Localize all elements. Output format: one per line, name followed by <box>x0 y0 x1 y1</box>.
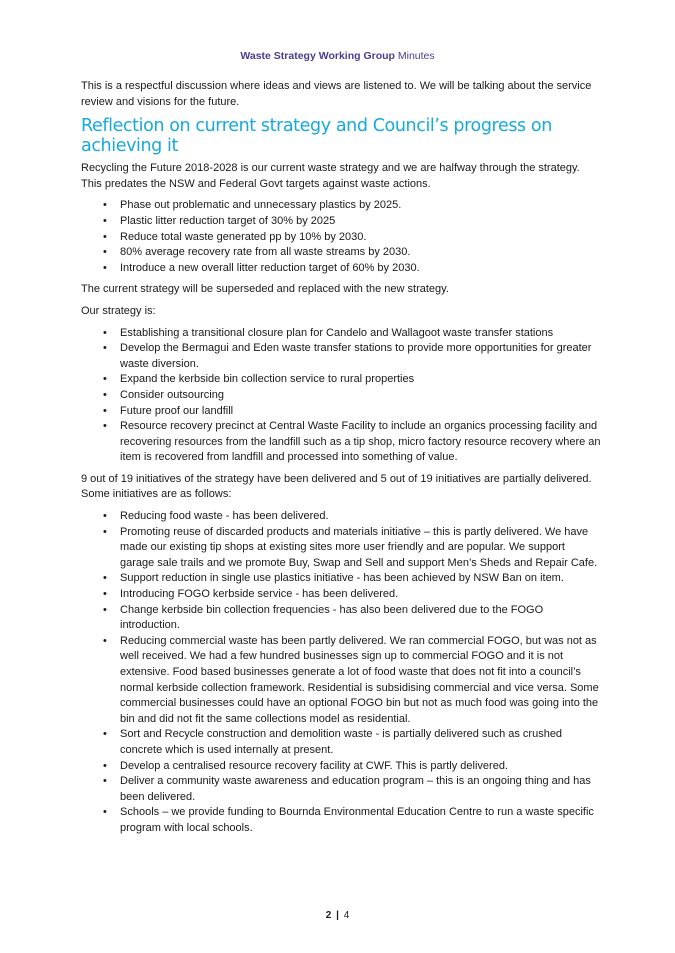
list-item: • Develop a centralised resource recovery facility at CWF. This is partly delivered. <box>81 759 601 775</box>
intro-paragraph: This is a respectful discussion where ideas and views are listened to. We will be talking about the service review and visions for the future. <box>81 80 592 108</box>
initiatives-paragraph: 9 out of 19 initiatives of the strategy have been delivered and 5 out of 19 initiatives are partially delivered. Some initiatives are as follows: <box>81 472 592 501</box>
page-total: 4 <box>343 910 350 921</box>
list-item: • Promoting reuse of discarded products and materials initiative – this is partly delivered. We have made our existing tip shops at existing sites more user friendly and are popular. We support garage sale trails and we promote Buy, Swap and Sell and support Men’s Sheds and Repair Cafe. <box>103 525 598 569</box>
list-item: • Reducing commercial waste has been partly delivered. We ran commercial FOGO, but was not as well received. We had a few hundred businesses sign up to commercial FOGO and it is not extensive. Food based businesses generate a lot of food waste that does not fit into a council’s normal kerbside collection framework. Residential is subsidising commercial and vice versa. Some commercial businesses could have an optional FOGO bin but not as much food was going into the bin and did not fit the same collections model as residential. <box>103 634 599 725</box>
list-item: • Future proof our landfill <box>81 404 601 420</box>
page-number: 2 <box>325 910 332 921</box>
list-item: • Support reduction in single use plastics initiative - has been achieved by NSW Ban on item. <box>81 571 601 587</box>
list-item: • Introducing FOGO kerbside service - has been delivered. <box>81 587 601 603</box>
bullet-icon: • <box>103 759 107 772</box>
bullet-icon: • <box>103 728 107 741</box>
bullet-icon: • <box>103 806 107 819</box>
section-heading: Reflection on current strategy and Council’s progress on achieving it <box>81 116 552 157</box>
bullet-icon: • <box>103 388 107 401</box>
bullet-icon: • <box>103 261 107 274</box>
bullet-icon: • <box>103 326 107 339</box>
list-item: • Plastic litter reduction target of 30% by 2025 <box>81 214 601 230</box>
bullet-icon: • <box>103 588 107 601</box>
list-item: • Change kerbside bin collection frequencies - has also been delivered due to the FOGO introduction. <box>103 603 544 632</box>
list-item: • Deliver a community waste awareness and education program – this is an ongoing thing and has been delivered. <box>103 775 591 803</box>
list-item: • Establishing a transitional closure plan for Candelo and Wallagoot waste transfer stations <box>81 326 601 342</box>
bullet-icon: • <box>103 572 107 585</box>
list-item: • Sort and Recycle construction and demolition waste - is partially delivered such as crushed concrete which is used internally at present. <box>103 728 563 756</box>
list-item: • Introduce a new overall litter reduction target of 60% by 2030. <box>81 261 601 277</box>
list-item: • Reducing food waste - has been delivered. <box>81 509 601 525</box>
superseded-paragraph: The current strategy will be superseded and replaced with the new strategy. <box>81 283 449 296</box>
bullet-icon: • <box>103 603 107 616</box>
list-item: • Consider outsourcing <box>81 388 601 404</box>
header-title: Waste Strategy Working Group <box>240 50 395 62</box>
strategy-paragraph: Recycling the Future 2018-2028 is our current waste strategy and we are halfway through the strategy. This predates the NSW and Federal Govt targets against waste actions. <box>81 162 580 190</box>
targets-list <box>81 198 601 276</box>
initiatives-list <box>81 509 601 836</box>
bullet-icon: • <box>103 525 107 538</box>
bullet-icon: • <box>103 373 107 386</box>
our-strategy-label: Our strategy is: <box>81 304 156 317</box>
running-header <box>0 49 675 63</box>
list-item: • Phase out problematic and unnecessary plastics by 2025. <box>81 198 601 214</box>
bullet-icon: • <box>103 214 107 227</box>
bullet-icon: • <box>103 342 107 355</box>
list-item: • Resource recovery precinct at Central Waste Facility to include an organics processing facility and recovering resources from the landfill such as a tip shop, micro factory resource recovery where an item is recovered from landfill and processed into something of value. <box>103 420 601 464</box>
bullet-icon: • <box>103 775 107 788</box>
page-footer <box>0 910 675 922</box>
bullet-icon: • <box>103 230 107 243</box>
document-body <box>81 79 601 843</box>
header-subtitle: Minutes <box>397 50 435 62</box>
strategy-list <box>81 326 601 466</box>
list-item: • Schools – we provide funding to Bournda Environmental Education Centre to run a waste specific program with local schools. <box>103 806 594 834</box>
page-separator: | <box>336 910 339 921</box>
bullet-icon: • <box>103 634 107 647</box>
bullet-icon: • <box>103 510 107 523</box>
list-item: • Expand the kerbside bin collection service to rural properties <box>81 372 601 388</box>
list-item: • Develop the Bermagui and Eden waste transfer stations to provide more opportunities for greater waste diversion. <box>103 342 592 370</box>
list-item: • Reduce total waste generated pp by 10% by 2030. <box>81 230 601 246</box>
bullet-icon: • <box>103 199 107 212</box>
bullet-icon: • <box>103 404 107 417</box>
bullet-icon: • <box>103 420 107 433</box>
list-item: • 80% average recovery rate from all waste streams by 2030. <box>81 245 601 261</box>
bullet-icon: • <box>103 246 107 259</box>
